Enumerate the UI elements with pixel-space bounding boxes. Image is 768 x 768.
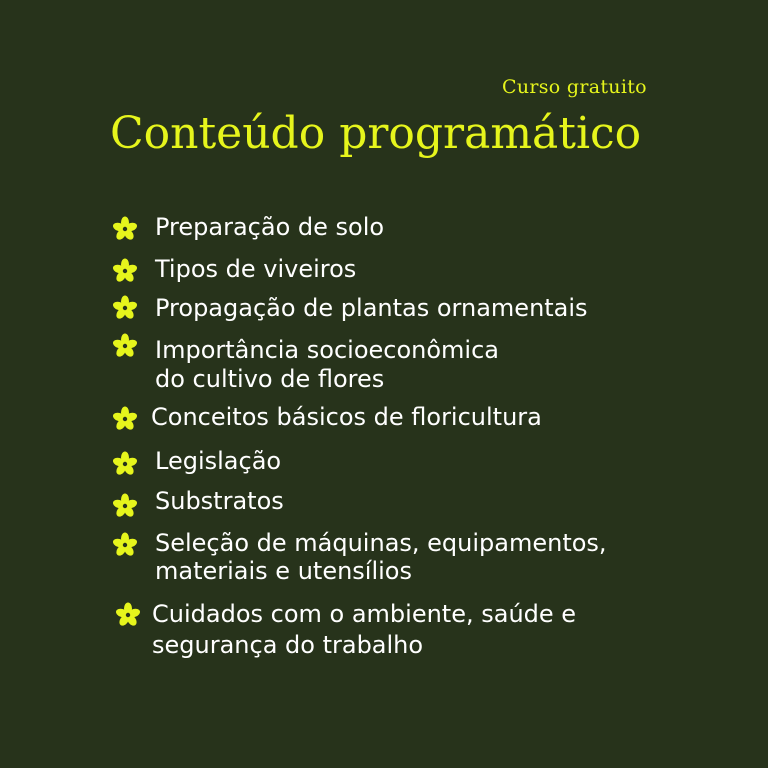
list-item-text: Legislação — [155, 447, 282, 475]
list-item-text: Substratos — [155, 487, 284, 515]
list-item-text: Preparação de solo — [155, 213, 385, 241]
list-item-text: Cuidados com o ambiente, saúde e — [152, 600, 577, 628]
page-title: Conteúdo programático — [110, 108, 642, 159]
list-item-text: Tipos de viveiros — [155, 255, 357, 283]
flower-asterisk-icon — [112, 258, 138, 284]
list-item-text-line2: segurança do trabalho — [152, 631, 424, 659]
flower-asterisk-icon — [112, 295, 138, 321]
course-subtitle: Curso gratuito — [502, 76, 647, 98]
list-item-text: Conceitos básicos de floricultura — [151, 403, 542, 431]
flower-asterisk-icon — [112, 451, 138, 477]
flower-asterisk-icon — [115, 602, 141, 628]
flower-asterisk-icon — [112, 532, 138, 558]
flower-asterisk-icon — [112, 493, 138, 519]
list-item-text-line2: materiais e utensílios — [155, 557, 412, 585]
list-item-text: Seleção de máquinas, equipamentos, — [155, 529, 607, 557]
flower-asterisk-icon — [112, 216, 138, 242]
list-item-text: Importância socioeconômica — [155, 336, 499, 364]
flower-asterisk-icon — [112, 406, 138, 432]
list-item-text: Propagação de plantas ornamentais — [155, 294, 588, 322]
flower-asterisk-icon — [112, 333, 138, 359]
list-item-text-line2: do cultivo de flores — [155, 365, 385, 393]
